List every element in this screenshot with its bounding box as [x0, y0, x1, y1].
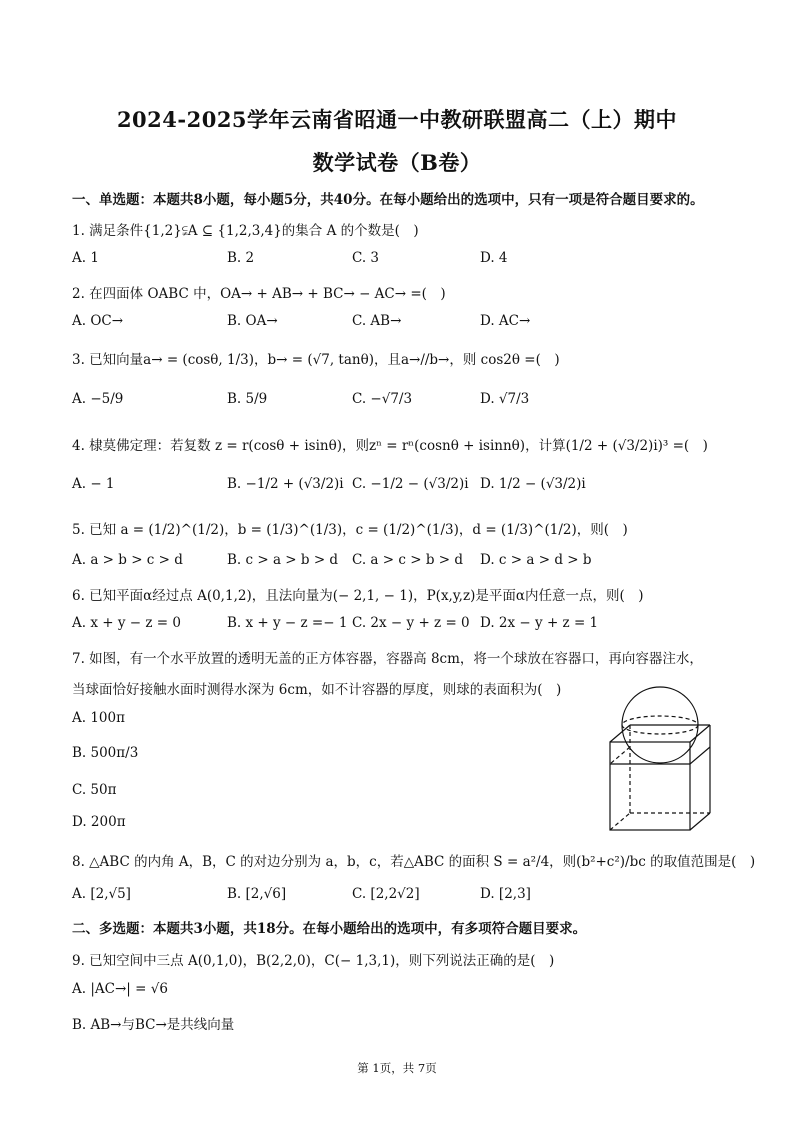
question-6-option-a: A. x + y − z = 0	[72, 615, 181, 631]
question-2-stem: 2. 在四面体 OABC 中，OA→ + AB→ + BC→ − AC→ =( )	[72, 286, 446, 302]
question-9-stem: 9. 已知空间中三点 A(0,1,0)，B(2,2,0)，C(− 1,3,1)，则下列说法正确的是( )	[72, 953, 555, 969]
question-3-option-d: D. √7/3	[480, 391, 530, 407]
question-2-option-b: B. OA→	[227, 313, 278, 329]
question-4-stem: 4. 棣莫佛定理：若复数 z = r(cosθ + isinθ)，则zⁿ = rⁿ(cosnθ + isinnθ)，计算(1/2 + (√3/2)i)³ =( )	[72, 438, 708, 454]
question-5-option-d: D. c > a > d > b	[480, 552, 592, 568]
question-7-stem-line1: 7. 如图，有一个水平放置的透明无盖的正方体容器，容器高 8cm，将一个球放在容器口，再向容器注水，	[72, 651, 703, 667]
sphere-in-cube-figure	[600, 680, 730, 835]
section-multi-choice-heading: 二、多选题：本题共3小题，共18分。在每小题给出的选项中，有多项符合题目要求。	[72, 921, 587, 937]
question-4-option-c: C. −1/2 − (√3/2)i	[352, 476, 469, 492]
question-4-option-b: B. −1/2 + (√3/2)i	[227, 476, 344, 492]
question-1-option-c: C. 3	[352, 250, 380, 266]
water-right-line	[690, 747, 710, 764]
question-3-option-b: B. 5/9	[227, 391, 268, 407]
question-1-option-b: B. 2	[227, 250, 255, 266]
question-6-option-c: C. 2x − y + z = 0	[352, 615, 470, 631]
question-3-option-c: C. −√7/3	[352, 391, 413, 407]
water-hidden-line	[610, 747, 630, 764]
question-6-option-d: D. 2x − y + z = 1	[480, 615, 599, 631]
section-single-choice-heading: 一、单选题：本题共8小题，每小题5分，共40分。在每小题给出的选项中，只有一项是符合题目要求的。	[72, 192, 704, 208]
question-4-option-a: A. − 1	[72, 476, 115, 492]
cube-right-top-edge	[690, 725, 710, 742]
question-7-stem-line2: 当球面恰好接触水面时测得水深为 6cm，如不计容器的厚度，则球的表面积为( )	[72, 682, 562, 698]
question-6-stem: 6. 已知平面α经过点 A(0,1,2)，且法向量为(− 2,1, − 1)，P(x,y,z)是平面α内任意一点，则( )	[72, 588, 644, 604]
cube-front-face	[610, 742, 690, 830]
question-5-stem: 5. 已知 a = (1/2)^(1/2)，b = (1/3)^(1/3)，c = (1/2)^(1/3)，d = (1/3)^(1/2)，则( )	[72, 522, 628, 538]
question-1-stem: 1. 满足条件{1,2}⫋A ⊆ {1,2,3,4}的集合 A 的个数是( )	[72, 223, 419, 239]
question-1-option-d: D. 4	[480, 250, 508, 266]
question-3-stem: 3. 已知向量a→ = (cosθ, 1/3)，b→ = (√7, tanθ)，且a→//b→，则 cos2θ =( )	[72, 352, 560, 368]
page-number: 第 1页，共 7页	[357, 1061, 437, 1075]
question-9-option-a: A. |AC→| = √6	[72, 981, 168, 997]
question-7-option-c: C. 50π	[72, 782, 117, 798]
question-8-stem: 8. △ABC 的内角 A，B，C 的对边分别为 a，b，c，若△ABC 的面积 S = a²/4，则(b²+c²)/bc 的取值范围是( )	[72, 854, 756, 870]
question-8-option-b: B. [2,√6]	[227, 886, 287, 902]
question-8-option-a: A. [2,√5]	[72, 886, 131, 902]
question-6-option-b: B. x + y − z =− 1	[227, 615, 348, 631]
question-2-option-a: A. OC→	[72, 313, 124, 329]
question-5-option-b: B. c > a > b > d	[227, 552, 339, 568]
question-2-option-c: C. AB→	[352, 313, 402, 329]
question-1-option-a: A. 1	[72, 250, 99, 266]
cube-right-bottom-edge	[690, 813, 710, 830]
question-5-option-c: C. a > c > b > d	[352, 552, 464, 568]
question-8-option-c: C. [2,2√2]	[352, 886, 420, 902]
question-5-option-a: A. a > b > c > d	[72, 552, 183, 568]
question-4-option-d: D. 1/2 − (√3/2)i	[480, 476, 586, 492]
question-8-option-d: D. [2,3]	[480, 886, 531, 902]
cube-hidden-left-edge	[610, 813, 630, 830]
exam-title-line1: 2024-2025学年云南省昭通一中教研联盟高二（上）期中	[116, 107, 678, 132]
question-7-option-d: D. 200π	[72, 814, 126, 830]
question-9-option-b: B. AB→与BC→是共线向量	[72, 1017, 235, 1033]
question-7-option-a: A. 100π	[72, 710, 125, 726]
cube-left-top-edge	[610, 725, 630, 742]
question-3-option-a: A. −5/9	[72, 391, 124, 407]
question-7-option-b: B. 500π/3	[72, 745, 139, 761]
exam-title-line2: 数学试卷（B卷）	[312, 150, 482, 175]
question-2-option-d: D. AC→	[480, 313, 531, 329]
